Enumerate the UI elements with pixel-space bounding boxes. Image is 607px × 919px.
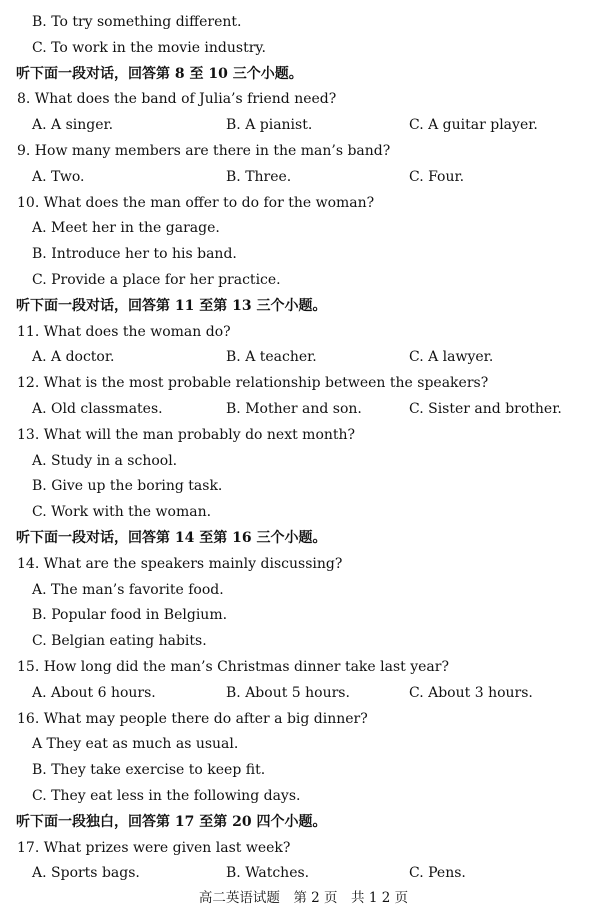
option-c: C. Pens. (409, 865, 466, 882)
option-c: C. Four. (409, 168, 465, 185)
section-instruction: 听下面一段对话，回答第 14 至第 16 三个小题。 (16, 530, 327, 546)
option-b: B. Three. (226, 168, 292, 185)
option-text: B. To try something different. (32, 14, 242, 30)
option-c: C. About 3 hours. (409, 684, 533, 701)
options-row (0, 114, 607, 136)
options-row (0, 682, 607, 704)
option-text: A. The man’s favorite food. (32, 581, 224, 598)
option-c: C. A lawyer. (409, 349, 494, 366)
option-a: A. A singer. (32, 117, 114, 134)
option-text: B. Popular food in Belgium. (32, 607, 228, 624)
option-c: C. A guitar player. (409, 117, 538, 134)
option-text: C. They eat less in the following days. (32, 788, 301, 804)
option-c: C. Sister and brother. (409, 401, 562, 417)
question-text: 13. What will the man probably do next month? (17, 426, 356, 443)
option-a: A. A doctor. (32, 349, 115, 366)
option-b: B. About 5 hours. (226, 684, 350, 701)
question-text: 15. How long did the man’s Christmas dinner take last year? (17, 659, 449, 675)
option-a: A. Two. (32, 168, 85, 185)
option-text: A. Meet her in the garage. (32, 220, 220, 237)
option-b: B. A teacher. (226, 349, 317, 366)
options-row (0, 166, 607, 188)
section-instruction: 听下面一段独白，回答第 17 至第 20 四个小题。 (16, 813, 327, 830)
question-text: 11. What does the woman do? (17, 323, 231, 340)
page-footer: 高二英语试题 第 2 页 共 1 2 页 (198, 890, 409, 906)
option-b: B. A pianist. (226, 117, 313, 134)
option-text: C. To work in the movie industry. (32, 39, 266, 56)
option-a: A. About 6 hours. (32, 684, 156, 701)
section-instruction: 听下面一段对话，回答第 8 至 10 三个小题。 (16, 65, 303, 82)
question-text: 9. How many members are there in the man’s band? (17, 143, 391, 159)
option-text: A They eat as much as usual. (32, 736, 239, 753)
option-b: B. Watches. (226, 865, 310, 882)
option-text: C. Work with the woman. (32, 504, 212, 521)
options-row (0, 398, 607, 420)
options-row (0, 862, 607, 884)
option-text: B. Give up the boring task. (32, 478, 223, 495)
option-b: B. Mother and son. (226, 401, 362, 417)
section-instruction: 听下面一段对话，回答第 11 至第 13 三个小题。 (16, 297, 327, 314)
question-text: 16. What may people there do after a big dinner? (17, 710, 368, 727)
option-text: B. Introduce her to his band. (32, 246, 237, 263)
question-text: 17. What prizes were given last week? (17, 839, 291, 856)
question-text: 12. What is the most probable relationship between the speakers? (17, 375, 489, 392)
question-text: 8. What does the band of Julia’s friend need? (17, 91, 337, 108)
option-text: C. Provide a place for her practice. (32, 272, 281, 288)
option-text: C. Belgian eating habits. (32, 633, 207, 650)
options-row (0, 346, 607, 368)
question-text: 14. What are the speakers mainly discussing? (17, 555, 343, 572)
option-text: A. Study in a school. (32, 452, 178, 469)
option-a: A. Old classmates. (32, 401, 163, 417)
option-text: B. They take exercise to keep fit. (32, 762, 266, 779)
question-text: 10. What does the man offer to do for the woman? (17, 194, 375, 211)
option-a: A. Sports bags. (32, 865, 140, 882)
